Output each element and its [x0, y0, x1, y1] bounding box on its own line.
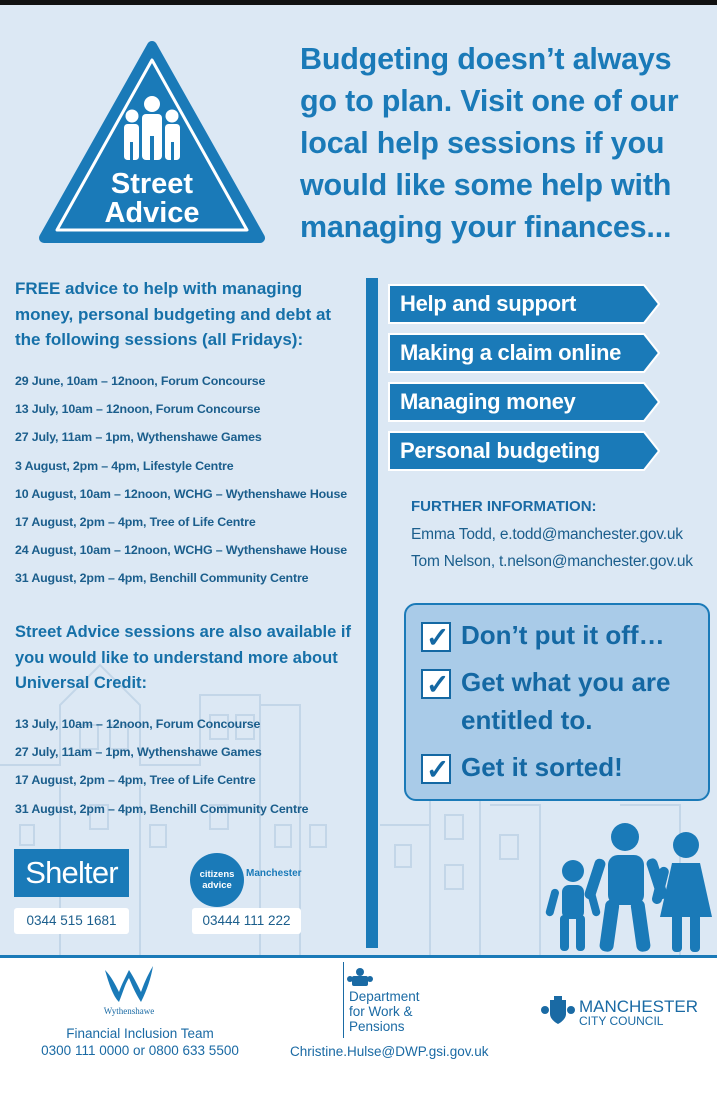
citizens-advice-phone: 03444 111 222	[192, 908, 301, 934]
dwp-email: Christine.Hulse@DWP.gsi.gov.uk	[290, 1044, 489, 1059]
check-dont-put-it-off: Don’t put it off…	[461, 620, 665, 650]
checkbox-checked-icon: ✓	[421, 754, 451, 784]
session-item: 31 August, 2pm – 4pm, Benchill Community Centre	[15, 571, 309, 586]
council-line2: CITY COUNCIL	[579, 1014, 664, 1028]
royal-crest-icon	[345, 966, 375, 988]
dwp-line1: Department	[349, 989, 420, 1004]
session-item: 3 August, 2pm – 4pm, Lifestyle Centre	[15, 458, 234, 473]
ca-name-line1: citizens	[199, 869, 235, 880]
wythenshawe-w-icon	[103, 964, 155, 1006]
wythenshawe-phones: 0300 111 0000 or 0800 633 5500	[41, 1043, 239, 1058]
uc-sessions-list	[15, 717, 360, 830]
headline: Budgeting doesn’t always go to plan. Visit one of our local help sessions if you would like some help with managing your finances...	[300, 42, 679, 244]
dwp-line2: for Work &	[349, 1004, 413, 1019]
dwp-logo-rule	[343, 962, 344, 1038]
session-item: 13 July, 10am – 12noon, Forum Concourse	[15, 402, 261, 417]
topic-label: Help and support	[400, 291, 577, 316]
uc-session-item: 31 August, 2pm – 4pm, Benchill Community Centre	[15, 801, 309, 816]
session-item: 24 August, 10am – 12noon, WCHG – Wythenshawe House	[15, 543, 347, 558]
session-item: 10 August, 10am – 12noon, WCHG – Wythenshawe House	[15, 486, 347, 501]
divider-line	[366, 278, 378, 948]
wythenshawe-logo-text: Wythenshawe	[103, 1006, 155, 1016]
ca-name-line2: advice	[202, 880, 232, 891]
session-item: 17 August, 2pm – 4pm, Tree of Life Centre	[15, 514, 256, 529]
topic-label: Managing money	[400, 389, 576, 414]
topic-personal-budgeting	[388, 431, 660, 471]
checkbox-checked-icon: ✓	[421, 669, 451, 699]
manchester-crest-icon	[540, 996, 576, 1026]
universal-credit-intro: Street Advice sessions are also available if you would like to understand more about Universal Credit:	[15, 623, 351, 692]
session-item: 29 June, 10am – 12noon, Forum Concourse	[15, 374, 266, 388]
shelter-logo: Shelter	[14, 849, 129, 897]
topic-managing-money	[388, 382, 660, 422]
topic-making-a-claim-online	[388, 333, 660, 373]
contact-tom-nelson: Tom Nelson, t.nelson@manchester.gov.uk	[411, 553, 693, 570]
council-line1: MANCHESTER	[579, 997, 699, 1016]
topic-label: Making a claim online	[400, 340, 622, 365]
shelter-phone: 0344 515 1681	[14, 908, 129, 934]
check-entitled-to: entitled to.	[461, 705, 593, 735]
sessions-intro: FREE advice to help with managing money, personal budgeting and debt at the following sessions (all Fridays):	[15, 279, 332, 349]
logo-text-street: Street	[110, 168, 194, 200]
citizens-advice-place: Manchester	[246, 868, 302, 879]
checkbox-checked-icon: ✓	[421, 622, 451, 652]
check-get-what-you-are: Get what you are	[461, 667, 671, 697]
footer-rule	[0, 955, 717, 958]
contact-emma-todd: Emma Todd, e.todd@manchester.gov.uk	[411, 526, 683, 543]
financial-inclusion-team: Financial Inclusion Team	[66, 1026, 214, 1041]
topic-help-and-support	[388, 284, 660, 324]
topic-label: Personal budgeting	[400, 438, 600, 463]
uc-session-item: 27 July, 11am – 1pm, Wythenshawe Games	[15, 745, 262, 760]
sessions-list	[15, 374, 360, 600]
further-info-title: FURTHER INFORMATION:	[411, 498, 597, 515]
check-get-it-sorted: Get it sorted!	[461, 752, 623, 782]
dwp-line3: Pensions	[349, 1019, 405, 1034]
uc-session-item: 13 July, 10am – 12noon, Forum Concourse	[15, 717, 261, 731]
session-item: 27 July, 11am – 1pm, Wythenshawe Games	[15, 430, 262, 445]
logo-text-advice: Advice	[104, 197, 200, 229]
citizens-advice-logo	[190, 853, 244, 907]
uc-session-item: 17 August, 2pm – 4pm, Tree of Life Centre	[15, 773, 256, 788]
